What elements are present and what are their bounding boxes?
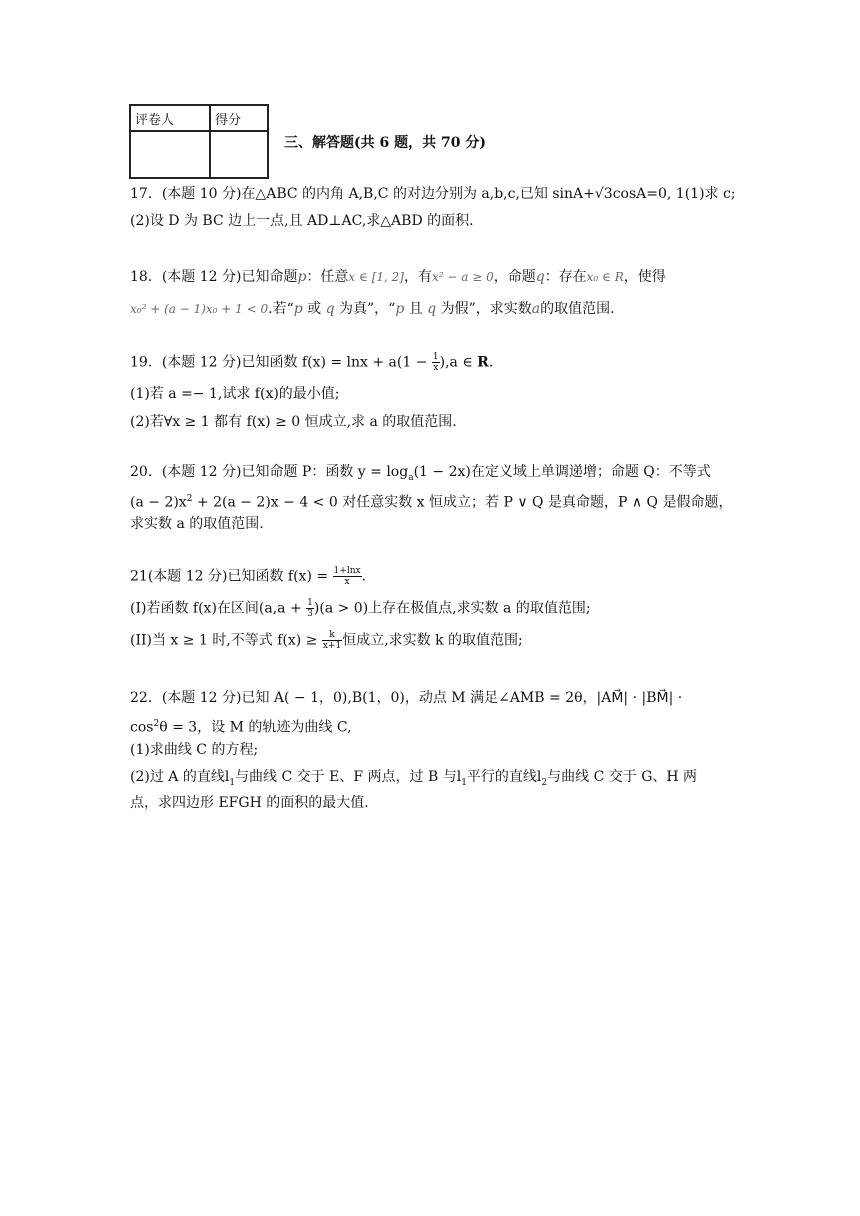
problem-19-line-1: 19．(本题 12 分)已知函数 f(x) = lnx + a(1 − $\frac{1}{x}$ ),a ∈ R. bbox=[130, 352, 494, 373]
problem-22-line-4: (2)过 A 的直线$l_1$与曲线 C 交于 E、F 两点，过 B 与$l_1$平行的直线$l_2$与曲线 C 交于 G、H 两 bbox=[130, 769, 698, 788]
problem-17-line-2: (2)设 D 为 BC 边上一点,且 AD⊥AC,求△ABD 的面积. bbox=[130, 213, 474, 229]
problem-20-line-3: 求实数 a 的取值范围. bbox=[130, 516, 264, 532]
grader-header: 评卷人 bbox=[130, 105, 210, 131]
fraction: $\frac{1+\ln x}{x}$ bbox=[333, 566, 361, 587]
problem-20-line-1: 20．(本题 12 分)已知命题 P：函数 $y = \log_a(1 - 2x)$在定义域上单调递增；命题 Q：不等式 bbox=[130, 464, 711, 483]
fraction: $\frac{k}{x+1}$ bbox=[322, 630, 342, 651]
score-table bbox=[129, 104, 269, 179]
section-title: 三、解答题(共 6 题，共 70 分) bbox=[284, 135, 486, 151]
problem-22-line-1: 22．(本题 12 分)已知 A( − 1，0),B(1，0)，动点 M 满足∠AMB = 2θ，|AM⃗| · |BM⃗| · bbox=[130, 690, 683, 706]
problem-21-line-2: (I)若函数 f(x)在区间(a,a + $\frac{1}{3}$ )(a > 0)上存在极值点,求实数 a 的取值范围; bbox=[130, 598, 591, 619]
problem-18-line-2: x₀² + (a − 1)x₀ + 1 < 0.若“p 或 q 为真”，“p 且 q 为假”，求实数a的取值范围. bbox=[130, 301, 615, 317]
score-cell bbox=[210, 131, 268, 178]
problem-22-line-5: 点，求四边形 EFGH 的面积的最大值. bbox=[130, 795, 369, 811]
problem-21-line-3: (II)当 x ≥ 1 时,不等式 f(x) ≥ $\frac{k}{x+1}$ 恒成立,求实数 k 的取值范围; bbox=[130, 630, 523, 651]
fraction: $\frac{1}{x}$ bbox=[432, 352, 439, 373]
problem-19-line-2: (1)若 a =− 1,试求 f(x)的最小值; bbox=[130, 386, 340, 402]
problem-18-line-1: 18．(本题 12 分)已知命题p：任意x ∈ [1, 2]，有x² − a ≥ 0，命题q：存在x₀ ∈ R，使得 bbox=[130, 269, 666, 285]
fraction: $\frac{1}{3}$ bbox=[307, 598, 313, 619]
problem-21-line-1: 21(本题 12 分)已知函数 f(x) = $\frac{1+\ln x}{x}$ . bbox=[130, 566, 367, 587]
problem-19-line-3: (2)若∀x ≥ 1 都有 f(x) ≥ 0 恒成立,求 a 的取值范围. bbox=[130, 414, 457, 430]
problem-22-line-2: $\cos^2\theta = 3$，设 M 的轨迹为曲线 C, bbox=[130, 719, 352, 736]
score-header: 得分 bbox=[210, 105, 268, 131]
problem-22-line-3: (1)求曲线 C 的方程; bbox=[130, 742, 259, 758]
problem-17-line-1: 17．(本题 10 分)在△ABC 的内角 A,B,C 的对边分别为 a,b,c,已知 sinA+√3cosA=0, 1(1)求 c; bbox=[130, 186, 736, 202]
problem-20-line-2: $(a - 2)x^2 + 2(a - 2)x - 4 < 0$ 对任意实数 x 恒成立；若 P ∨ Q 是真命题，P ∧ Q 是假命题， bbox=[130, 494, 733, 511]
grader-cell bbox=[130, 131, 210, 178]
